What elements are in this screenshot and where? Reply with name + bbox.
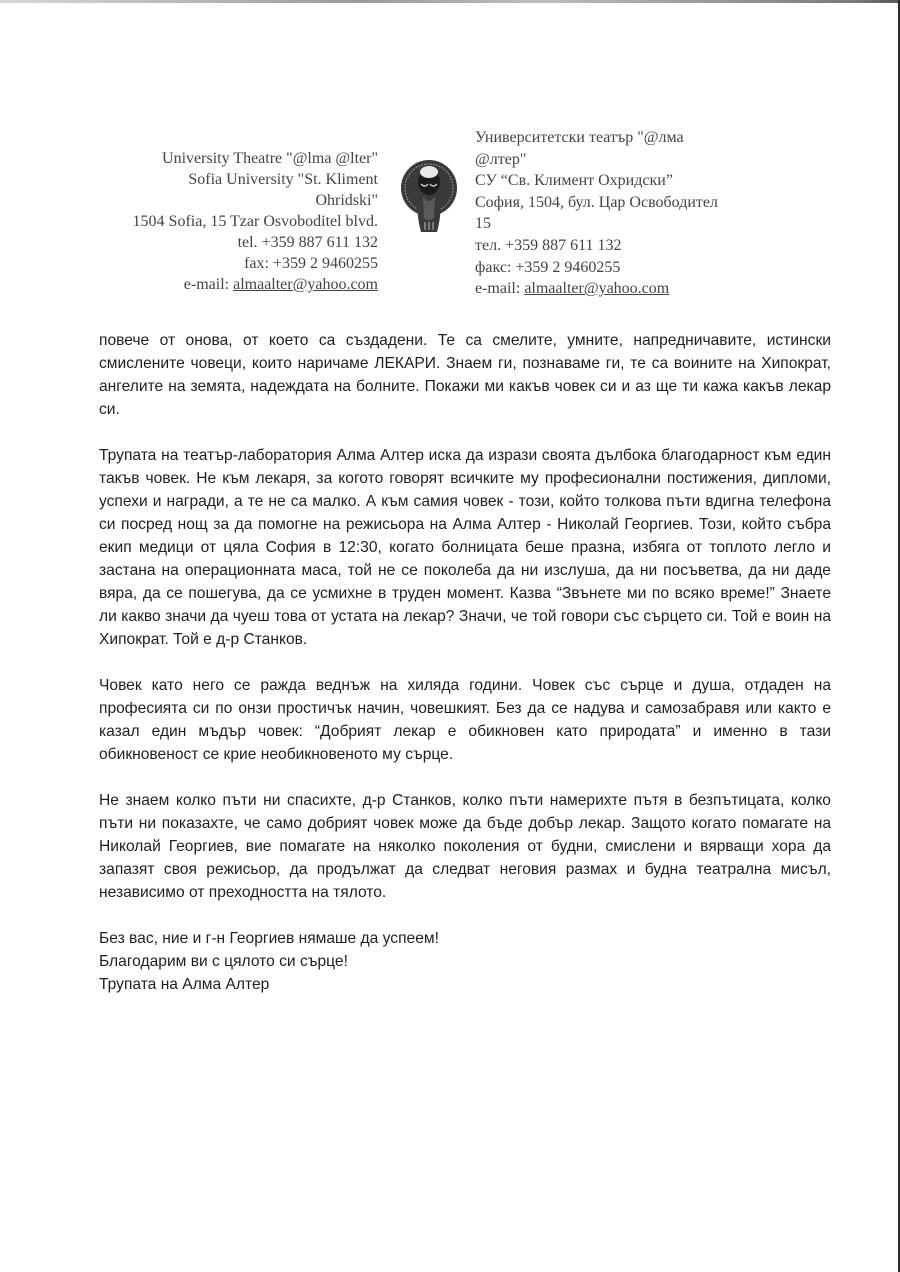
paragraph: повече от онова, от което са създадени. Те са смелите, умните, напредничавите, истински смислените човеци, които наричаме ЛЕКАРИ. Знаем ги, познаваме ги, те са воините на Хипократ, ангелите на земята, надеждата на болните. Покажи ми какъв човек си и аз ще ти кажа какъв лекар си. [99, 332, 831, 418]
scan-edge-top [0, 0, 900, 3]
email-link[interactable]: almaalter@yahoo.com [524, 280, 670, 298]
letterhead-line: СУ “Св. Климент Охридски” [475, 172, 673, 190]
letterhead-line: факс: +359 2 9460255 [475, 258, 621, 276]
signature: Трупата на Алма Алтер [99, 976, 270, 993]
letterhead-line: Sofia University "St. Kliment [188, 171, 378, 188]
letterhead-line: @лтер" [475, 150, 527, 168]
letterhead-email-line [98, 274, 378, 295]
paragraph: Човек като него се ражда веднъж на хиляда години. Човек със сърце и душа, отдаден на професията си по онзи простичък начин, човешкият. Без да се надува и самозабравя или както е казал един мъдър човек: “Добрият лекар е обикновен като природата” и именно в тази обикновеност се крие необикновеното му сърце. [99, 677, 831, 763]
letterhead-line: тел. +359 887 611 132 [475, 236, 622, 254]
letterhead-line: Ohridski" [315, 192, 378, 209]
letterhead-line: 15 [475, 215, 491, 233]
letterhead-line: Университетски театър "@лма [475, 129, 684, 146]
letterhead-line: 1504 Sofia, 15 Tzar Osvoboditel blvd. [132, 213, 378, 230]
paragraph: Не знаем колко пъти ни спасихте, д-р Станков, колко пъти намерихте пътя в безпътицата, колко пъти ни показахте, че само добрият човек може да бъде добър лекар. Защото когато помагате на Николай Георгиев, вие помагате на няколко поколения от будни, смислени и вярващи хора да запазят своя режисьор, да продължат да следват неговия размах и будна театрална мисъл, независимо от преходността на тялото. [99, 792, 831, 901]
letterhead-line: София, 1504, бул. Цар Освободител [475, 193, 718, 211]
university-crest-icon [399, 158, 459, 236]
email-link[interactable]: almaalter@yahoo.com [233, 276, 378, 293]
paragraph: Трупата на театър-лаборатория Алма Алтер иска да изрази своята дълбока благодарност към един такъв човек. Не към лекаря, за когото говорят всичките му професионални постижения, дипломи, успехи и награди, а те не са малко. А към самия човек - този, който толкова пъти вдигна телефона си посред нощ за да помогне на режисьора на Алма Алтер - Николай Георгиев. Този, който събра екип медици от цяла София в 12:30, когато болницата беше празна, избяга от топлото легло и застана на операционната маса, той не се поколеба да ни изслуша, да ни посъветва, да ни даде вяра, да се пошегува, да се усмихне в труден момент. Казва “Звънете ми по всяко време!” Знаете ли какво значи да чуеш това от устата на лекар? Значи, че той говори със сърцето си. Той е воин на Хипократ. Той е д-р Станков. [99, 447, 831, 648]
email-label: e-mail: [475, 280, 525, 298]
letterhead-bulgarian [475, 127, 775, 300]
letterhead-line: fax: +359 2 9460255 [244, 255, 378, 272]
letter-body [99, 329, 831, 996]
closing-line: Без вас, ние и г-н Георгиев нямаше да успеем! [99, 930, 439, 947]
email-label: e-mail: [183, 276, 234, 293]
letterhead-english [98, 148, 378, 295]
letter-closing [99, 927, 831, 996]
letterhead-line: University Theatre "@lma @lter" [162, 150, 378, 167]
letterhead-line: tel. +359 887 611 132 [237, 234, 378, 251]
closing-line: Благодарим ви с цялото си сърце! [99, 953, 348, 970]
letterhead-email-line [475, 278, 775, 300]
